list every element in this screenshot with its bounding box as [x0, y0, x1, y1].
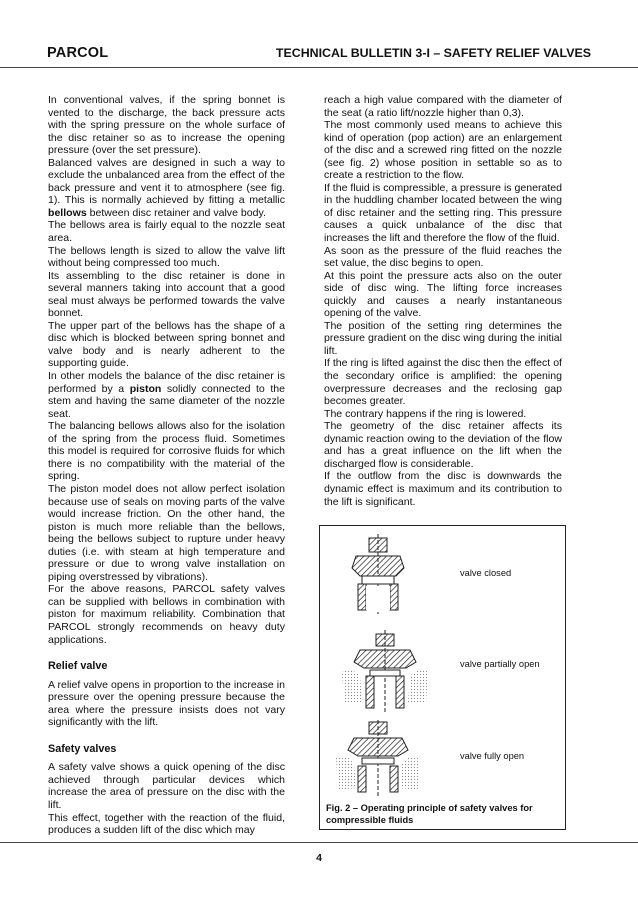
- paragraph: In conventional valves, if the spring bonnet is vented to the discharge, the back pressure acts with the spring pressure on the whole surface of the disc retainer so as to increase the opening pressure (over the set pressure).: [48, 94, 285, 157]
- paragraph: In other models the balance of the disc retainer is performed by a piston solidly connected to the stem and having the same diameter of the nozzle seat.: [48, 370, 285, 420]
- paragraph: Its assembling to the disc retainer is done in several manners taking into account that a good seal must always be performed towards the valve bonnet.: [48, 269, 285, 320]
- label-valve-fully-open: valve fully open: [460, 751, 525, 761]
- valve-closed-diagram: [352, 534, 404, 614]
- section-heading-relief-valve: Relief valve: [48, 660, 108, 673]
- label-valve-closed: valve closed: [460, 568, 512, 578]
- paragraph: The bellows area is fairly equal to the nozzle seat area.: [48, 219, 285, 245]
- label-valve-partially-open: valve partially open: [460, 659, 540, 669]
- header-title: TECHNICAL BULLETIN 3-I – SAFETY RELIEF VALVES: [275, 46, 591, 60]
- paragraph: This effect, together with the reaction of the fluid, produces a sudden lift of the disc which may: [48, 811, 285, 837]
- paragraph: For the above reasons, PARCOL safety valves can be supplied with bellows in combination with piston for maximum reliability. Combination that PARCOL strongly recommends on heavy duty applications.: [48, 583, 285, 646]
- paragraph: The piston model does not allow perfect isolation because use of seals on moving parts of the valve would increase friction. On the other hand, the piston is much more reliable than the bellows, being the bellows subject to rupture under heavy duties (i.e. with steam at high temperature and pressure or due to wrong valve installation on piping overstressed by vibrations).: [48, 482, 285, 583]
- paragraph: The contrary happens if the ring is lowered.: [324, 407, 527, 420]
- paragraph: If the ring is lifted against the disc then the effect of the secondary orifice is amplified: the opening overpressure decreases and the reclosing gap becomes greater.: [324, 357, 562, 408]
- paragraph: The bellows length is sized to allow the valve lift without being compressed too much.: [48, 244, 285, 270]
- paragraph: The most commonly used means to achieve this kind of operation (pop action) are an enlargement of the disc and a screwed ring fitted on the nozzle (see fig. 2) whose position in settable so as to create a restriction to the flow.: [324, 119, 562, 182]
- paragraph: A safety valve shows a quick opening of the disc achieved through particular devices which increase the area of pressure on the disc with the lift.: [48, 761, 285, 811]
- valve-partially-open-diagram: [342, 630, 428, 714]
- paragraph: A relief valve opens in proportion to the increase in pressure over the opening pressure because the area where the pressure insists does not vary significantly with the lift.: [48, 678, 285, 729]
- page-number: 4: [316, 852, 322, 864]
- paragraph: reach a high value compared with the diameter of the seat (a ratio lift/nozzle higher than 0,3).: [324, 94, 562, 119]
- header-brand: PARCOL: [47, 45, 109, 61]
- paragraph: The upper part of the bellows has the shape of a disc which is blocked between spring bonnet and valve body and is nearly adherent to the supporting guide.: [48, 319, 285, 370]
- paragraph: If the fluid is compressible, a pressure is generated in the huddling chamber located between the wing of disc retainer and the setting ring. This pressure causes a quick unbalance of the disc that increases the lift and therefore the flow of the fluid.: [324, 181, 563, 245]
- header-divider: [0, 67, 638, 68]
- valve-fully-open-diagram: [336, 720, 420, 796]
- valve-diagrams: [320, 526, 567, 831]
- paragraph: As soon as the pressure of the fluid reaches the set value, the disc begins to open.: [324, 244, 562, 270]
- figure-2: [319, 525, 566, 830]
- paragraph: Balanced valves are designed in such a way to exclude the unbalanced area from the effect of the back pressure and vent it to atmosphere (see fig. 1). This is normally achieved by fitting a metallic bellows between disc retainer and valve body.: [48, 156, 285, 219]
- section-heading-safety-valves: Safety valves: [48, 742, 117, 755]
- right-column: [324, 94, 562, 508]
- paragraph: The balancing bellows allows also for the isolation of the spring from the process fluid. Sometimes this model is required for corrosive fluids for which there is no compatibility with the material of the spring.: [48, 420, 285, 483]
- paragraph: The position of the setting ring determines the pressure gradient on the disc wing during the initial lift.: [324, 319, 562, 357]
- left-column: [48, 94, 285, 837]
- paragraph: At this point the pressure acts also on the outer side of disc wing. The lifting force increases quickly and causes a nearly instantaneous opening of the valve.: [324, 269, 562, 320]
- paragraph: If the outflow from the disc is downwards the dynamic effect is maximum and its contribution to the lift is significant.: [324, 470, 562, 508]
- figure-caption: Fig. 2 – Operating principle of safety valves for compressible fluids: [326, 803, 533, 825]
- paragraph: The geometry of the disc retainer affects its dynamic reaction owing to the deviation of the flow and has a great influence on the lift when the discharged flow is considerable.: [324, 420, 562, 470]
- footer-divider: [0, 842, 638, 843]
